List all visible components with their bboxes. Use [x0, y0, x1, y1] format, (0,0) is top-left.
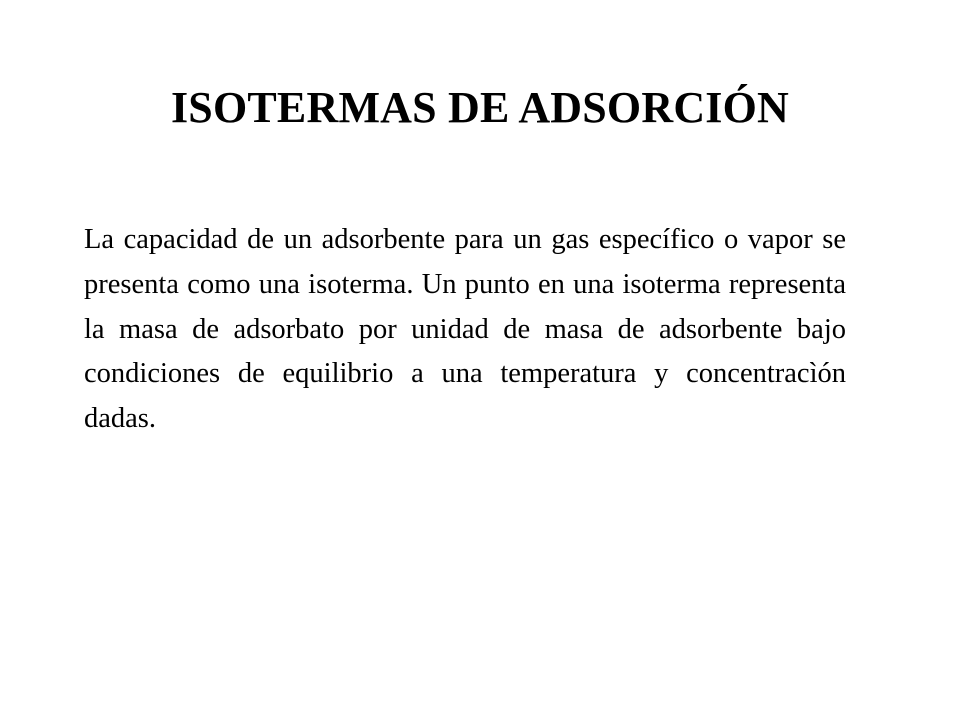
slide-body-text: La capacidad de un adsorbente para un gas específico o vapor se presenta como una isoterma. Un punto en una isoterma representa la masa de adsorbato por unidad de masa de adsorbente bajo condiciones de equilibrio a una temperatura y concentracìón dadas. — [84, 224, 846, 435]
slide-title: ISOTERMAS DE ADSORCIÓN — [170, 83, 790, 132]
